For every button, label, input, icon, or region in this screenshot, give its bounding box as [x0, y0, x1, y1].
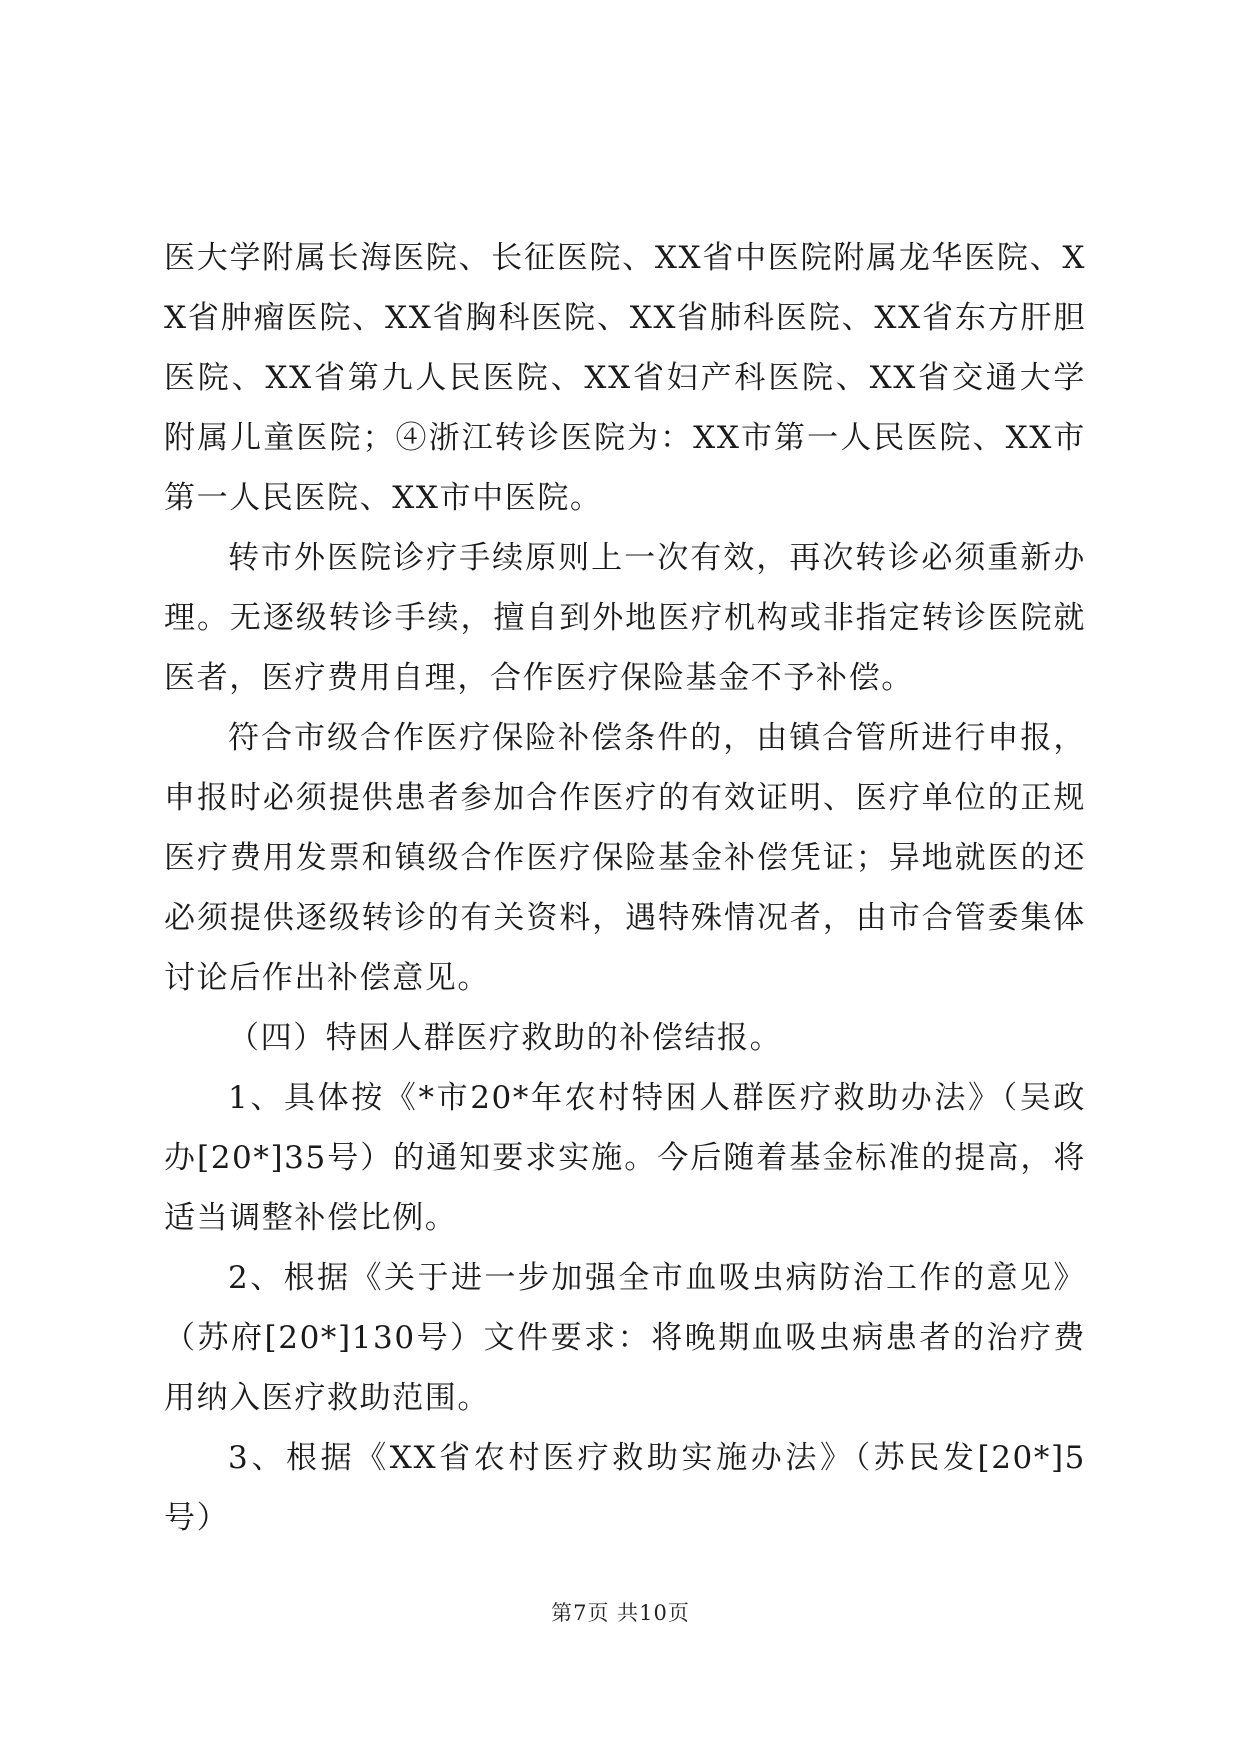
paragraph-item-2: 2、根据《关于进一步加强全市血吸虫病防治工作的意见》（苏府[20*]130号）文件要求：将晚期血吸虫病患者的治疗费用纳入医疗救助范围。	[164, 1260, 1086, 1416]
paragraph-hospital-list: 医大学附属长海医院、长征医院、XX省中医院附属龙华医院、XX省肿瘤医院、XX省胸科医院、XX省肺科医院、XX省东方肝胆医院、XX省第九人民医院、XX省妇产科医院、XX省交通大学附属儿童医院；④浙江转诊医院为：XX市第一人民医院、XX市第一人民医院、XX市中医院。	[164, 240, 1086, 516]
paragraph-reporting-requirements: 符合市级合作医疗保险补偿条件的，由镇合管所进行申报，申报时必须提供患者参加合作医疗的有效证明、医疗单位的正规医疗费用发票和镇级合作医疗保险基金补偿凭证；异地就医的还必须提供逐级转诊的有关资料，遇特殊情况者，由市合管委集体讨论后作出补偿意见。	[164, 720, 1086, 996]
paragraph-item-1: 1、具体按《*市20*年农村特困人群医疗救助办法》（吴政办[20*]35号）的通知要求实施。今后随着基金标准的提高，将适当调整补偿比例。	[164, 1080, 1086, 1236]
paragraph-referral-validity: 转市外医院诊疗手续原则上一次有效，再次转诊必须重新办理。无逐级转诊手续，擅自到外地医疗机构或非指定转诊医院就医者，医疗费用自理，合作医疗保险基金不予补偿。	[164, 540, 1086, 696]
section-heading-special-aid: （四）特困人群医疗救助的补偿结报。	[228, 1020, 783, 1056]
page-number-footer: 第7页 共10页	[551, 1601, 690, 1625]
paragraph-item-3: 3、根据《XX省农村医疗救助实施办法》（苏民发[20*]5号）	[164, 1440, 1086, 1536]
document-body	[164, 228, 1086, 1548]
